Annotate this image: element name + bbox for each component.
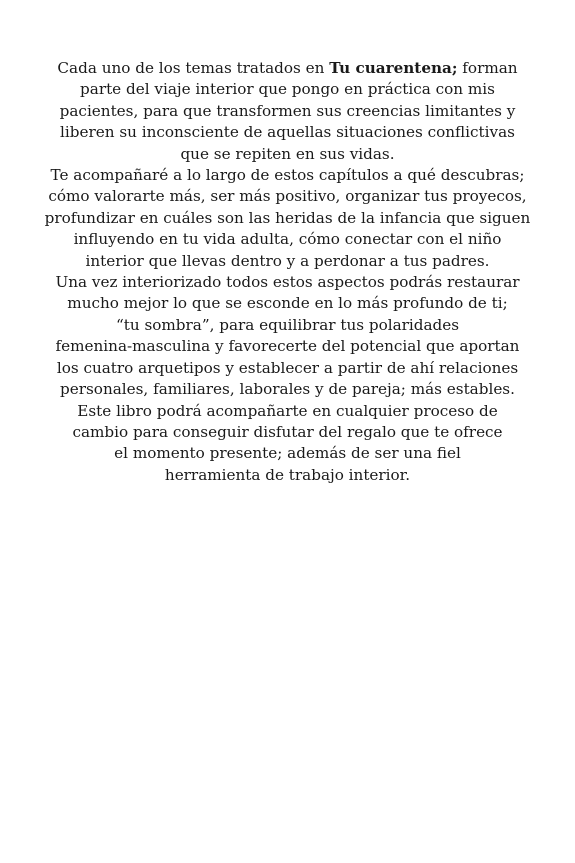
text-line: mucho mejor lo que se esconde en lo más profundo de ti; bbox=[67, 294, 508, 313]
text-line: cambio para conseguir disfutar del regalo que te ofrece bbox=[72, 422, 503, 441]
text-line: herramienta de trabajo interior. bbox=[164, 465, 411, 484]
text-line: profundizar en cuáles son las heridas de la infancia que siguen bbox=[44, 208, 531, 227]
text-line: influyendo en tu vida adulta, cómo conectar con el niño bbox=[73, 230, 502, 249]
text-line: cómo valorarte más, ser más positivo, organizar tus proyecos, bbox=[48, 187, 527, 206]
text-line: personales, familiares, laborales y de pareja; más estables. bbox=[60, 380, 515, 399]
text-line: “tu sombra”, para equilibrar tus polaridades bbox=[115, 315, 460, 334]
text-line: liberen su inconsciente de aquellas situaciones conflictivas bbox=[60, 123, 515, 142]
text-line: Este libro podrá acompañarte en cualquier proceso de bbox=[77, 401, 498, 420]
book-title: Tu cuarentena; bbox=[329, 59, 458, 77]
text-line: Te acompañaré a lo largo de estos capítulos a qué descubras; bbox=[50, 166, 525, 185]
text-line: femenina-masculina y favorecerte del potencial que aportan bbox=[55, 337, 520, 356]
text-line: Una vez interiorizado todos estos aspectos podrás restaurar bbox=[55, 273, 520, 292]
text-line: que se repiten en sus vidas. bbox=[180, 144, 395, 163]
text-line: interior que llevas dentro y a perdonar a tus padres. bbox=[85, 251, 490, 270]
text-line: los cuatro arquetipos y establecer a partir de ahí relaciones bbox=[56, 358, 519, 377]
document-body bbox=[0, 58, 575, 486]
text-line: parte del viaje interior que pongo en práctica con mis bbox=[80, 80, 495, 99]
text-fragment: Cada uno de los temas tratados en bbox=[57, 59, 330, 77]
text-fragment: forman bbox=[457, 59, 518, 77]
text-line: el momento presente; además de ser una fiel bbox=[114, 444, 461, 463]
text-line bbox=[0, 58, 575, 79]
text-line: pacientes, para que transformen sus creencias limitantes y bbox=[59, 101, 516, 120]
